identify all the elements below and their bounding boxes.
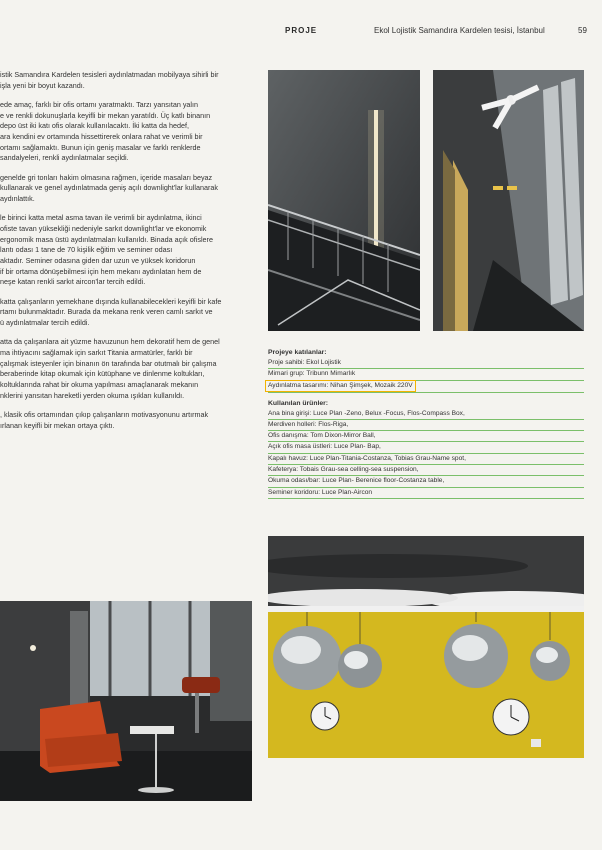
body-line: nklerini yansıtan hareketli yerden okuma ışıkları kullanıldı.	[0, 390, 185, 400]
product-row: Ofis danışma: Tom Dixon-Mirror Ball,	[268, 431, 584, 442]
credits-box	[268, 347, 584, 499]
credit-row: Proje sahibi: Ekol Lojistik	[268, 358, 584, 369]
body-line: ofiste tavan yüksekliği nedeniyle sarkıt downlight'lar ve ekonomik	[0, 223, 207, 233]
body-line: istik Samandıra Kardelen tesisleri aydınlatmadan mobilyaya sihirli bir	[0, 70, 219, 79]
body-line: rtamı bulunmaktadır. Burada da mekana renk veren camlı sarkıt ve	[0, 307, 213, 317]
body-paragraph	[0, 410, 252, 431]
product-row: Kafeterya: Tobais Grau-sea celling-sea suspension,	[268, 465, 584, 476]
product-row: Açık ofis masa üstleri: Luce Plan- Bap,	[268, 442, 584, 453]
products-heading: Kullanılan ürünler:	[268, 399, 329, 407]
running-title: Ekol Lojistik Samandıra Kardelen tesisi, İstanbul	[374, 26, 545, 35]
body-paragraph	[0, 213, 252, 288]
body-paragraph	[0, 297, 252, 329]
body-line: ergonomik masa üstü aydınlatmaları kullanıldı. Binada açık ofislere	[0, 234, 213, 244]
product-row: Okuma odası/bar: Luce Plan- Berenice floor-Costanza table,	[268, 476, 584, 487]
body-line: le birinci katta metal asma tavan ile verimli bir aydınlatma, ikinci	[0, 213, 202, 223]
body-paragraph	[0, 173, 252, 205]
section-label: PROJE	[285, 26, 318, 35]
body-line: atta da çalışanlara ait yüzme havuzunun hem dekoratif hem de genel	[0, 337, 220, 347]
page-number: 59	[578, 26, 587, 35]
body-line: beraberinde kitap okumak için kütüphane ve dinlenme koltukları,	[0, 369, 205, 379]
body-line: ırlanan keyifli bir mekan ortaya çıktı.	[0, 420, 115, 430]
body-line: sandalyeleri, renkli aydınlatmalar seçildi.	[0, 153, 129, 163]
pool-lamps-photo	[268, 536, 584, 758]
body-line: çalışmak isteyenler için binanın ön tarafında bar otutmalı bir çalışma	[0, 358, 217, 368]
participants-heading: Projeye katılanlar:	[268, 349, 327, 356]
body-paragraph	[0, 100, 252, 164]
product-row: Seminer koridoru: Luce Plan-Aircon	[268, 488, 584, 499]
product-row: Merdiven holleri: Flos-Riga,	[268, 420, 584, 431]
body-line: , klasik ofis ortamından çıkıp çalışanların motivasyonunu artırmak	[0, 409, 209, 419]
body-line: neşe katan renkli sarkıt aircon'lar tercih edildi.	[0, 277, 146, 287]
body-line: ma ihtiyacını sağlamak için sarkıt Titania armatürler, farklı bir	[0, 347, 193, 357]
body-paragraph	[0, 337, 252, 401]
body-line: koltuklarında rahat bir okuma yapılması amaçlanarak mekanın	[0, 380, 199, 390]
page-header	[0, 24, 602, 40]
body-line: katta çalışanların yemekhane dışında kullanabilecekleri keyifli bir kafe	[0, 296, 222, 306]
body-line: if bir ortama dönüşebilmesi için hem mekanı aydınlatan hem de	[0, 266, 202, 276]
body-line: kullanarak ve genel aydınlatmada geniş açılı downlight'lar kullanarak	[0, 183, 218, 193]
body-line: aydınlattık.	[0, 194, 35, 204]
stairwell-photo	[268, 70, 420, 331]
product-row: Ana bina girişi: Luce Plan -Zeno, Belux -Focus, Flos-Compass Box,	[268, 409, 584, 420]
body-line: aktadır. Seminer odasına giden dar uzun ve yüksek koridorun	[0, 256, 196, 266]
product-row: Kapalı havuz: Luce Plan-Titania-Costanza, Tobias Grau-Name spot,	[268, 454, 584, 465]
body-line: ara kendini ev ortamında hissettirerek onlara rahat ve verimli bir	[0, 132, 203, 142]
body-line: depo üst iki katı ofis olarak kullanılacaktı. İki katta da hedef,	[0, 121, 189, 131]
body-line: e ve renkli dokunuşlarla keyifli bir mekan yaratıldı. Üç katlı binanın	[0, 110, 211, 120]
body-line: lantı odası 1 tane de 70 kişilik eğitim ve seminer odası	[0, 245, 173, 255]
body-line: ede amaç, farklı bir ofis ortamı yaratmaktı. Tarzı yansıtan yalın	[0, 99, 198, 109]
lounge-photo	[0, 601, 252, 801]
body-paragraph	[0, 70, 252, 91]
body-text-column	[0, 70, 252, 440]
body-line: ü aydınlatmalar tercih edildi.	[0, 318, 90, 328]
corridor-photo	[433, 70, 584, 331]
body-line: genelde gri tonları hakim olmasına rağmen, içeride masaları beyaz	[0, 172, 213, 182]
body-line: ortamı sağlamaktı. Bunun için geniş masalar ve farklı renklerde	[0, 142, 201, 152]
body-line: işla yeni bir boyut kazandı.	[0, 80, 85, 90]
credit-row: Mimari grup: Tribunn Mimarlık	[268, 369, 584, 380]
lighting-design-highlight: Aydınlatma tasarımı: Nihan Şimşek, Mozaik 220V	[266, 381, 415, 391]
